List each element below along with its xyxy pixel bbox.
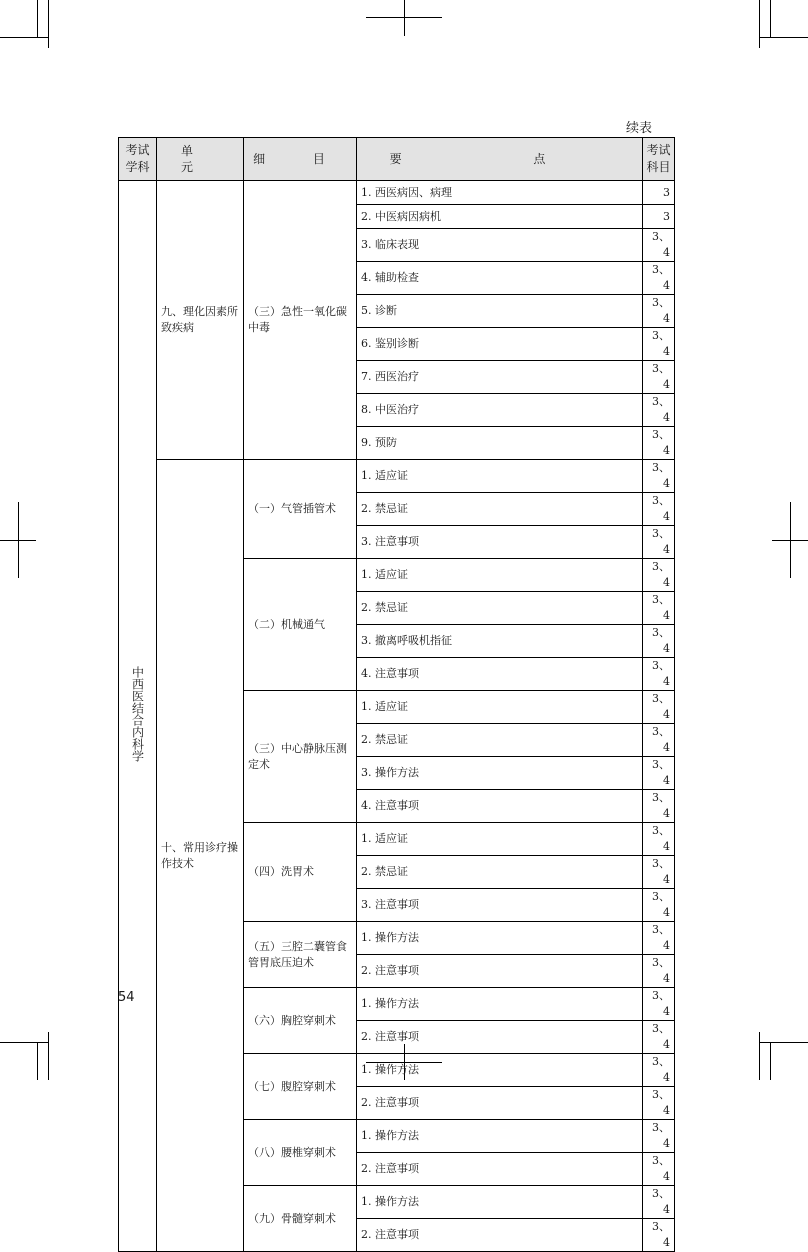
exam-subject-cell: 3、4 bbox=[643, 559, 675, 592]
exam-subject-cell: 3、4 bbox=[643, 1021, 675, 1054]
exam-subject-cell: 3、4 bbox=[643, 1219, 675, 1252]
point-cell: 2. 注意事项 bbox=[357, 1087, 643, 1120]
item-cell: （三）急性一氧化碳中毒 bbox=[244, 181, 357, 460]
header-point: 要 点 bbox=[357, 138, 643, 181]
exam-subject-cell: 3、4 bbox=[643, 988, 675, 1021]
item-cell: （四）洗胃术 bbox=[244, 823, 357, 922]
point-cell: 4. 注意事项 bbox=[357, 790, 643, 823]
exam-subject-cell: 3、4 bbox=[643, 889, 675, 922]
exam-subject-cell: 3、4 bbox=[643, 493, 675, 526]
exam-subject-cell: 3 bbox=[643, 181, 675, 205]
exam-subject-cell: 3、4 bbox=[643, 592, 675, 625]
exam-subject-cell: 3、4 bbox=[643, 328, 675, 361]
item-cell: （八）腰椎穿刺术 bbox=[244, 1120, 357, 1186]
point-cell: 3. 注意事项 bbox=[357, 526, 643, 559]
item-cell: （三）中心静脉压测定术 bbox=[244, 691, 357, 823]
item-cell: （二）机械通气 bbox=[244, 559, 357, 691]
point-cell: 5. 诊断 bbox=[357, 295, 643, 328]
continuation-label: 续表 bbox=[626, 121, 653, 136]
point-cell: 2. 注意事项 bbox=[357, 1021, 643, 1054]
point-cell: 2. 注意事项 bbox=[357, 1219, 643, 1252]
table-row bbox=[119, 181, 675, 205]
point-cell: 1. 操作方法 bbox=[357, 1120, 643, 1153]
exam-subject-cell: 3、4 bbox=[643, 427, 675, 460]
table-header-row bbox=[119, 138, 675, 181]
subject-cell: 中西医结合内科学 bbox=[119, 181, 157, 1252]
exam-subject-cell: 3、4 bbox=[643, 229, 675, 262]
exam-subject-cell: 3、4 bbox=[643, 1120, 675, 1153]
point-cell: 2. 中医病因病机 bbox=[357, 205, 643, 229]
unit-cell: 九、理化因素所致疾病 bbox=[157, 181, 244, 460]
page-number: 54 bbox=[118, 990, 135, 1005]
unit-cell: 十、常用诊疗操作技术 bbox=[157, 460, 244, 1252]
point-cell: 2. 禁忌证 bbox=[357, 493, 643, 526]
exam-subject-cell: 3、4 bbox=[643, 757, 675, 790]
point-cell: 1. 适应证 bbox=[357, 823, 643, 856]
exam-subject-cell: 3、4 bbox=[643, 724, 675, 757]
syllabus-table bbox=[118, 137, 675, 1252]
item-cell: （九）骨髓穿刺术 bbox=[244, 1186, 357, 1252]
point-cell: 1. 操作方法 bbox=[357, 1054, 643, 1087]
exam-subject-cell: 3、4 bbox=[643, 625, 675, 658]
point-cell: 3. 撤离呼吸机指征 bbox=[357, 625, 643, 658]
point-cell: 7. 西医治疗 bbox=[357, 361, 643, 394]
exam-subject-cell: 3、4 bbox=[643, 1087, 675, 1120]
exam-subject-cell: 3、4 bbox=[643, 262, 675, 295]
exam-subject-cell: 3、4 bbox=[643, 922, 675, 955]
point-cell: 3. 注意事项 bbox=[357, 889, 643, 922]
exam-subject-cell: 3、4 bbox=[643, 856, 675, 889]
point-cell: 2. 禁忌证 bbox=[357, 592, 643, 625]
exam-subject-cell: 3、4 bbox=[643, 823, 675, 856]
header-item: 细 目 bbox=[244, 138, 357, 181]
table-row bbox=[119, 460, 675, 493]
exam-subject-cell: 3、4 bbox=[643, 394, 675, 427]
point-cell: 8. 中医治疗 bbox=[357, 394, 643, 427]
exam-subject-cell: 3、4 bbox=[643, 955, 675, 988]
exam-subject-cell: 3、4 bbox=[643, 1153, 675, 1186]
exam-subject-cell: 3、4 bbox=[643, 361, 675, 394]
exam-subject-cell: 3、4 bbox=[643, 526, 675, 559]
point-cell: 2. 注意事项 bbox=[357, 1153, 643, 1186]
item-cell: （一）气管插管术 bbox=[244, 460, 357, 559]
exam-subject-cell: 3、4 bbox=[643, 658, 675, 691]
point-cell: 3. 操作方法 bbox=[357, 757, 643, 790]
point-cell: 4. 注意事项 bbox=[357, 658, 643, 691]
exam-subject-cell: 3、4 bbox=[643, 460, 675, 493]
exam-subject-cell: 3、4 bbox=[643, 691, 675, 724]
header-exam-subject: 考试科目 bbox=[643, 138, 675, 181]
point-cell: 1. 操作方法 bbox=[357, 922, 643, 955]
exam-subject-cell: 3、4 bbox=[643, 1054, 675, 1087]
exam-subject-cell: 3、4 bbox=[643, 1186, 675, 1219]
exam-subject-cell: 3、4 bbox=[643, 790, 675, 823]
point-cell: 1. 西医病因、病理 bbox=[357, 181, 643, 205]
point-cell: 1. 适应证 bbox=[357, 691, 643, 724]
point-cell: 3. 临床表现 bbox=[357, 229, 643, 262]
point-cell: 4. 辅助检查 bbox=[357, 262, 643, 295]
point-cell: 1. 操作方法 bbox=[357, 1186, 643, 1219]
point-cell: 1. 适应证 bbox=[357, 460, 643, 493]
point-cell: 6. 鉴别诊断 bbox=[357, 328, 643, 361]
point-cell: 1. 适应证 bbox=[357, 559, 643, 592]
header-subject: 考试学科 bbox=[119, 138, 157, 181]
item-cell: （六）胸腔穿刺术 bbox=[244, 988, 357, 1054]
exam-subject-cell: 3 bbox=[643, 205, 675, 229]
point-cell: 2. 禁忌证 bbox=[357, 856, 643, 889]
point-cell: 1. 操作方法 bbox=[357, 988, 643, 1021]
exam-subject-cell: 3、4 bbox=[643, 295, 675, 328]
point-cell: 2. 注意事项 bbox=[357, 955, 643, 988]
point-cell: 2. 禁忌证 bbox=[357, 724, 643, 757]
item-cell: （五）三腔二囊管食管胃底压迫术 bbox=[244, 922, 357, 988]
item-cell: （七）腹腔穿刺术 bbox=[244, 1054, 357, 1120]
point-cell: 9. 预防 bbox=[357, 427, 643, 460]
header-unit: 单 元 bbox=[157, 138, 244, 181]
